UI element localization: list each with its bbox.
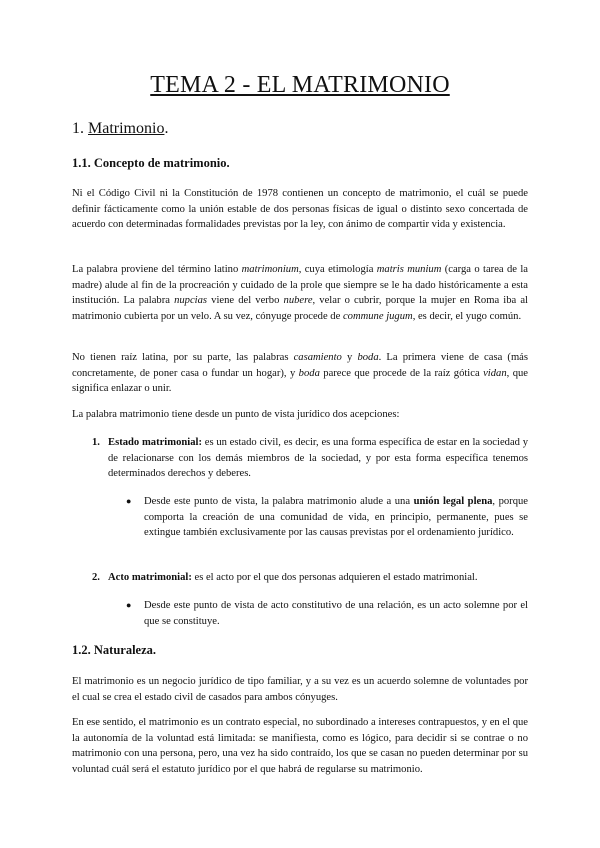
italic-term: matris munium <box>376 264 442 275</box>
section-number: 1. <box>72 120 84 137</box>
item-term: Estado matrimonial: <box>108 437 202 448</box>
paragraph-acepciones: La palabra matrimonio tiene desde un punto de vista jurídico dos acepciones: <box>72 409 400 420</box>
item-number: 1. <box>92 437 100 448</box>
italic-term: commune jugum <box>342 310 413 322</box>
italic-term: casamiento <box>293 352 342 363</box>
italic-term: nubere <box>283 295 313 307</box>
text-span: Desde este punto de vista, la palabra matrimonio alude a una <box>144 496 414 507</box>
text-span: No tienen raíz latina, por su parte, las palabras <box>72 352 294 363</box>
item-text: es el acto por el que dos personas adquieren el estado matrimonial. <box>191 572 478 583</box>
text-span: , que significa enlazar o unir. <box>72 367 528 395</box>
italic-term: boda <box>357 352 379 363</box>
bullet-icon: ● <box>126 496 132 506</box>
text-span: . La primera viene de casa (más concretamente, de poner casa o fundar un hogar), y <box>72 352 529 379</box>
subsection-heading-1-1: 1.1. Concepto de matrimonio. <box>72 156 230 170</box>
subsection-heading-1-2: 1.2. Naturaleza. <box>72 643 157 657</box>
italic-term: boda <box>298 367 320 379</box>
item-body <box>108 435 528 482</box>
paragraph-etymology <box>72 262 528 324</box>
italic-term: matrimonium <box>241 264 299 275</box>
bullet-icon: ● <box>126 600 132 610</box>
item-term: Acto matrimonial: <box>108 572 192 583</box>
bullet-body <box>144 494 528 541</box>
paragraph-concept: Ni el Código Civil ni la Constitución de 1978 contienen un concepto de matrimonio, el cuál se puede definir fácticamente como la unión estable de dos personas físicas de igual o distinto sexo concertada de acuerdo con determinadas formalidades previstas por la ley, con ánimo de compartir vida y existencia. <box>72 188 528 231</box>
text-span: parece que procede de la raíz gótica <box>319 367 484 379</box>
text-span: , porque comporta la creación de una comunidad de vida, en principio, permanente, pues se extingue también exclusivamente por las causas previstas por el ordenamiento jurídico. <box>144 496 529 539</box>
numbered-item-1 <box>92 435 528 482</box>
item-number: 2. <box>92 572 100 583</box>
bold-term: unión legal plena <box>413 496 493 507</box>
bullet-body: Desde este punto de vista de acto constitutivo de una relación, es un acto solemne por el que se constituye. <box>144 600 528 627</box>
text-span: viene del verbo <box>207 295 284 307</box>
section-heading-1 <box>72 120 168 138</box>
section-suffix: . <box>164 120 169 137</box>
italic-term: nupcias <box>174 295 208 307</box>
item-text: es un estado civil, es decir, es una forma específica de estar en la sociedad y de relacionarse con los demás miembros de la sociedad, y por esta forma específica tenemos determinados derechos y deberes. <box>108 437 528 480</box>
bullet-item-1 <box>126 494 528 541</box>
item-body <box>108 570 528 586</box>
text-span: y <box>341 352 358 363</box>
text-span: , velar o cubrir, porque la mujer en Roma iba al matrimonio cubierta por un velo. A su vez, cónyuge procede de <box>72 295 528 322</box>
text-span: (carga o tarea de la madre) alude al fin de la procreación y cuidado de la prole que siempre se le ha dado históricamente a esta institución. La palabra <box>72 264 528 307</box>
bullet-item-2 <box>126 598 528 629</box>
paragraph-contrato: En ese sentido, el matrimonio es un contrato especial, no subordinado a intereses contrapuestos, y en el que la autonomía de la voluntad está limitada: se manifiesta, como es lógico, para decidir si se contrae o no matrimonio con una persona, pero, una vez ha sido contraído, los que se casan no pueden determinar por su voluntad cuál será el estatuto jurídico por el que habrá de regularse su matrimonio. <box>72 717 528 775</box>
numbered-item-2 <box>92 570 528 586</box>
document-title: TEMA 2 - EL MATRIMONIO <box>150 72 450 98</box>
paragraph-non-latin <box>72 350 528 397</box>
text-span: , cuya etimología <box>298 264 377 275</box>
italic-term: vidan <box>483 367 507 379</box>
paragraph-naturaleza: El matrimonio es un negocio jurídico de tipo familiar, y a su vez es un acuerdo solemne de voluntades por el cual se crea el estado civil de casados para ambos cónyuges. <box>72 676 528 703</box>
text-span: La palabra proviene del término latino <box>72 264 242 275</box>
section-label: Matrimonio <box>88 120 165 137</box>
text-span: , es decir, el yugo común. <box>412 310 522 322</box>
